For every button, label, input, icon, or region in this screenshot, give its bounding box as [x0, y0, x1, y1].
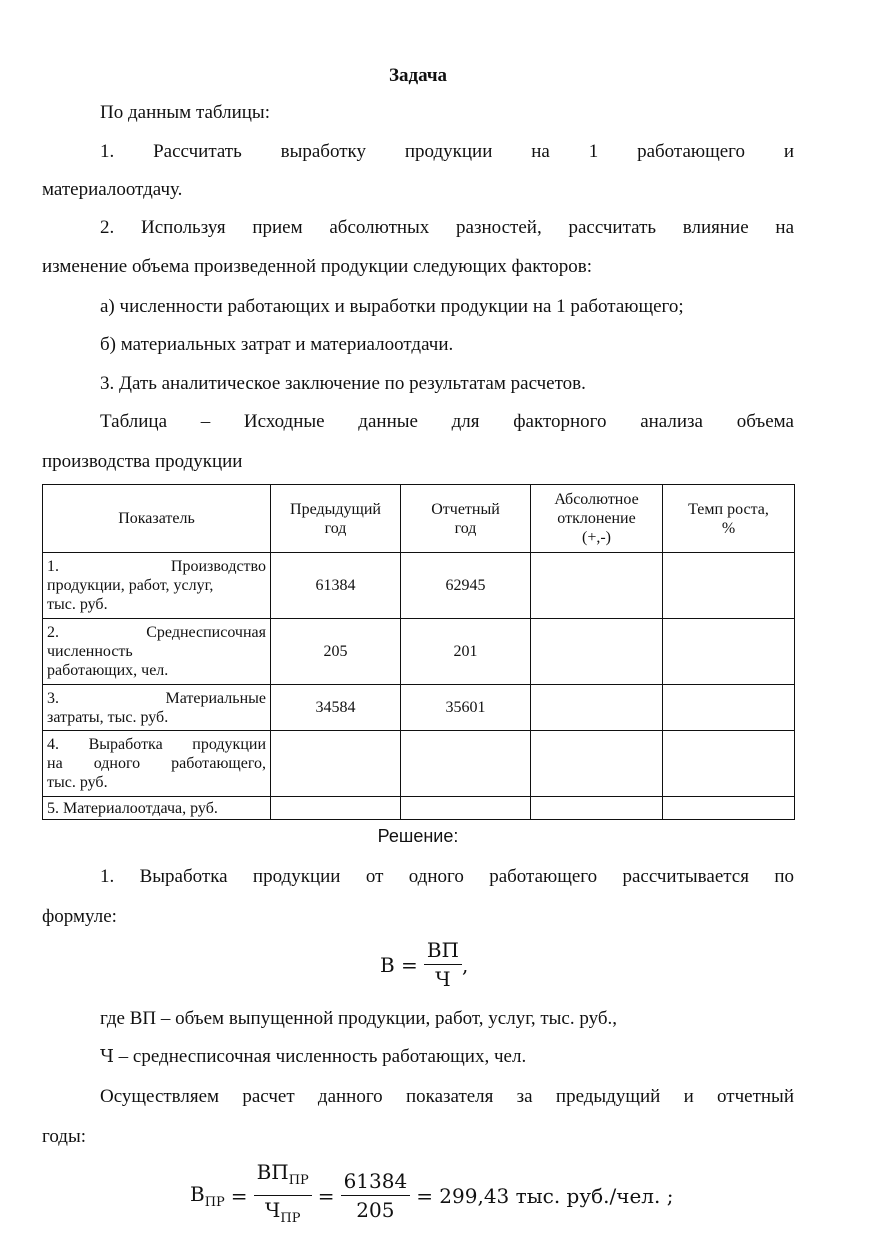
formula-output-per-worker — [380, 938, 468, 991]
cell-absolute-deviation — [531, 619, 663, 685]
header-text: Абсолютное — [554, 491, 639, 508]
word: анализа — [640, 411, 703, 432]
word: для — [451, 411, 480, 432]
den-base: Ч — [264, 1198, 281, 1222]
task-2-line-1: 2. Используя прием абсолютных разностей, рассчитать влияние на — [100, 217, 794, 238]
cell-absolute-deviation — [531, 685, 663, 731]
header-current-year — [401, 485, 531, 553]
header-text: (+,-) — [581, 529, 611, 546]
label-line — [47, 689, 266, 708]
label-line: тыс. руб. — [47, 596, 108, 613]
label-text: 2. — [47, 624, 59, 641]
word: выработку — [280, 141, 366, 162]
source-data-table — [42, 484, 795, 820]
row-label — [43, 731, 271, 797]
label-line: численность — [47, 643, 133, 660]
cell-absolute-deviation — [531, 797, 663, 820]
task-2a: а) численности работающих и выработки продукции на 1 работающего; — [100, 296, 684, 317]
word: продукции — [404, 141, 493, 162]
solution-paragraph-1-line-2: формуле: — [42, 906, 117, 927]
symbol-ch: Ч — [100, 1046, 114, 1067]
word: 1. — [100, 141, 115, 162]
calc-lhs — [190, 1182, 225, 1210]
header-previous-year — [271, 485, 401, 553]
word: факторного — [513, 411, 607, 432]
word: – — [200, 411, 211, 432]
calc-eq-2: = — [317, 1183, 335, 1208]
table-row — [43, 553, 795, 619]
solution-paragraph-2-line-1: Осуществляем расчет данного показателя за предыдущий и отчетный — [100, 1086, 794, 1107]
task-1-line-2: материалоотдачу. — [42, 179, 183, 200]
word: Рассчитать — [153, 141, 242, 162]
formula-fraction — [424, 938, 462, 991]
cell-absolute-deviation — [531, 731, 663, 797]
row-label — [43, 619, 271, 685]
cell-current-year — [401, 797, 531, 820]
label-line — [47, 557, 266, 576]
calc-fraction-1 — [254, 1160, 312, 1231]
word: Таблица — [100, 411, 168, 432]
intro-text: По данным таблицы: — [100, 102, 270, 123]
word: работающего — [637, 141, 745, 162]
table-row — [43, 797, 795, 820]
task-2b: б) материальных затрат и материалоотдачи. — [100, 334, 454, 355]
table-caption-line-1 — [100, 409, 794, 435]
cell-growth-rate — [663, 619, 795, 685]
label-line: 4. Выработка продукции — [47, 736, 266, 753]
header-text: отклонение — [557, 510, 636, 527]
table-row — [43, 619, 795, 685]
label-line: на одного работающего, — [47, 755, 266, 772]
task-1-line-1 — [100, 139, 794, 165]
header-text: Темп роста, — [688, 500, 769, 518]
cell-previous-year — [271, 731, 401, 797]
cell-current-year: 35601 — [401, 685, 531, 731]
row-label — [43, 685, 271, 731]
cell-absolute-deviation — [531, 553, 663, 619]
where-line-1: где ВП – объем выпущенной продукции, работ, услуг, тыс. руб., — [100, 1008, 618, 1029]
header-indicator: Показатель — [43, 485, 271, 553]
label-line: тыс. руб. — [47, 774, 108, 791]
formula-tail: , — [461, 952, 469, 977]
solution-paragraph-1-line-1: 1. Выработка продукции от одного работающего рассчитывается по — [100, 866, 794, 887]
cell-growth-rate — [663, 797, 795, 820]
label-text: Материальные — [165, 689, 266, 707]
word: и — [783, 141, 794, 162]
calc-fraction-2 — [341, 1169, 411, 1222]
table-row — [43, 685, 795, 731]
label-text: 3. — [47, 689, 59, 707]
document-title: Задача — [388, 65, 448, 86]
header-growth-rate — [663, 485, 795, 553]
cell-growth-rate — [663, 685, 795, 731]
formula-numerator: ВП — [424, 938, 462, 965]
word: объема — [736, 411, 794, 432]
calc-fraction-2-denominator: 205 — [356, 1198, 395, 1222]
formula-denominator: Ч — [435, 967, 451, 991]
cell-growth-rate — [663, 731, 795, 797]
calc-lhs-base: В — [190, 1181, 205, 1206]
calculation-previous-year — [190, 1160, 673, 1231]
calc-fraction-1-numerator — [254, 1160, 312, 1196]
word: на — [531, 141, 550, 162]
cell-previous-year: 61384 — [271, 553, 401, 619]
label-line: затраты, тыс. руб. — [47, 708, 169, 726]
cell-previous-year — [271, 797, 401, 820]
header-absolute-deviation — [531, 485, 663, 553]
table-caption-line-2: производства продукции — [42, 451, 243, 472]
solution-heading: Решение: — [377, 826, 459, 846]
label-line — [47, 623, 266, 642]
row-label — [43, 553, 271, 619]
table-row — [43, 731, 795, 797]
header-text: Предыдущий — [290, 500, 381, 518]
label-line: работающих, чел. — [47, 662, 169, 679]
calc-result: = 299,43 тыс. руб./чел. ; — [416, 1183, 674, 1208]
solution-paragraph-2-line-2: годы: — [42, 1126, 86, 1147]
calc-fraction-1-denominator — [262, 1196, 304, 1231]
task-3: 3. Дать аналитическое заключение по результатам расчетов. — [100, 373, 586, 394]
cell-previous-year: 205 — [271, 619, 401, 685]
word: Исходные — [243, 411, 325, 432]
word: 1 — [588, 141, 599, 162]
num-base: ВП — [256, 1160, 289, 1184]
den-sub: ПР — [280, 1211, 301, 1226]
cell-previous-year: 34584 — [271, 685, 401, 731]
label-text: 1. — [47, 558, 59, 575]
header-text: Отчетный — [431, 500, 500, 518]
word: данные — [358, 411, 418, 432]
formula-lhs: В = — [380, 952, 418, 977]
cell-current-year: 201 — [401, 619, 531, 685]
row-label: 5. Материалоотдача, руб. — [43, 797, 271, 820]
header-text: % — [721, 519, 736, 537]
where-line-2 — [100, 1044, 526, 1070]
table-header-row — [43, 485, 795, 553]
cell-current-year — [401, 731, 531, 797]
label-line: продукции, работ, услуг, — [47, 577, 214, 594]
header-text: год — [454, 519, 477, 537]
header-text: год — [324, 519, 347, 537]
calc-fraction-2-numerator: 61384 — [341, 1169, 411, 1196]
num-sub: ПР — [288, 1173, 309, 1188]
label-text: Производство — [170, 558, 266, 575]
label-text: Среднесписочная — [146, 624, 266, 641]
calc-lhs-sub: ПР — [204, 1194, 225, 1210]
task-2-line-2: изменение объема произведенной продукции следующих факторов: — [42, 256, 593, 277]
calc-eq-1: = — [230, 1183, 248, 1208]
cell-current-year: 62945 — [401, 553, 531, 619]
cell-growth-rate — [663, 553, 795, 619]
where-line-2-text: – среднесписочная численность работающих, чел. — [113, 1046, 527, 1067]
